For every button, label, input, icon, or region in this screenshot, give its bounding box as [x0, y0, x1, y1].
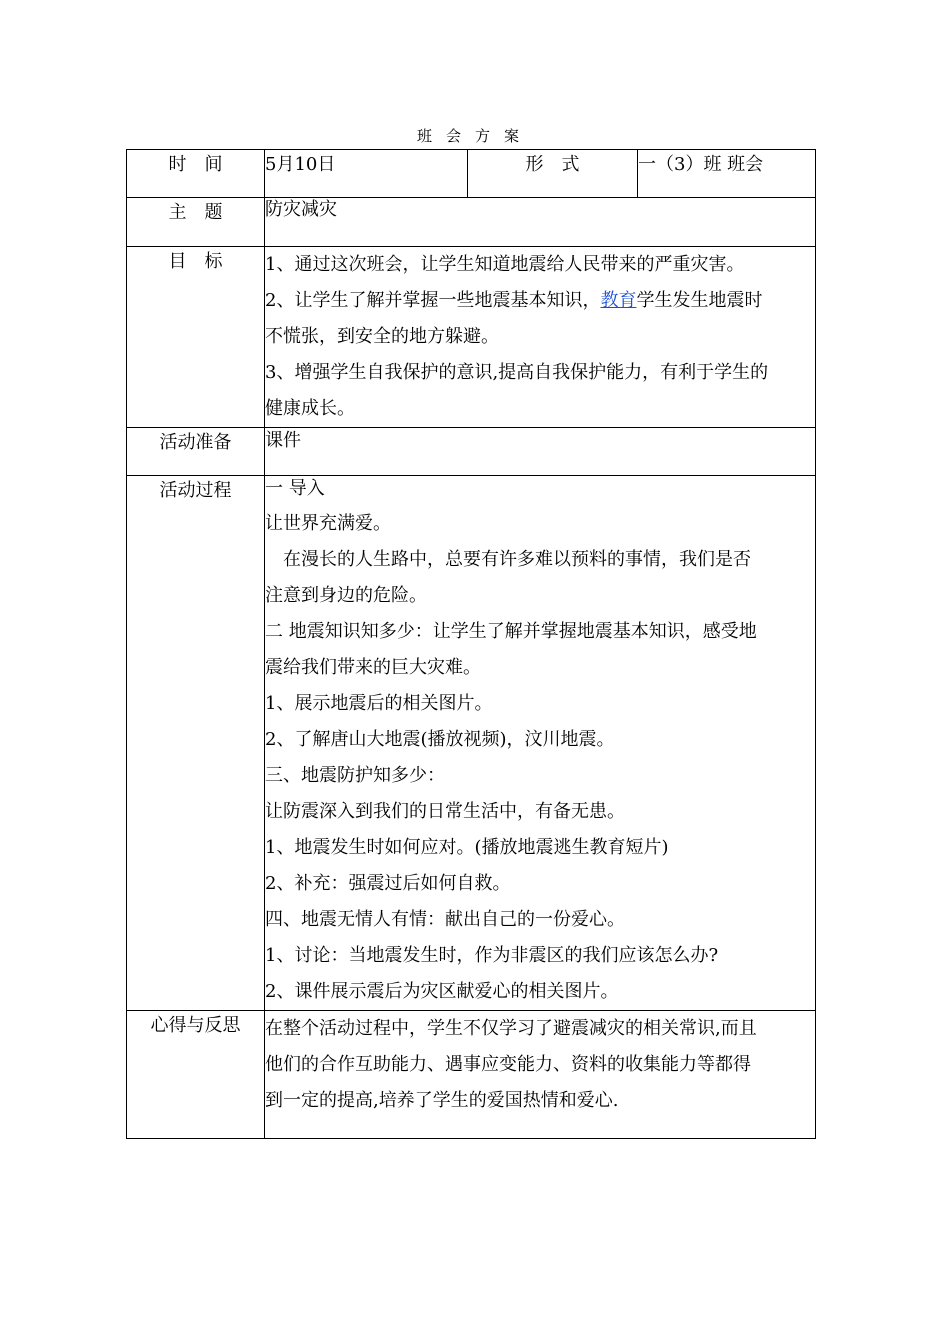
process-content: [265, 476, 816, 1011]
prep-label-cell: [127, 428, 265, 476]
reflection-content: [265, 1011, 816, 1139]
row-reflection: [127, 1011, 816, 1139]
goal-label-cell: [127, 247, 265, 428]
prep-value: 课件: [265, 428, 816, 476]
form-value: 一（3）班 班会: [638, 150, 816, 198]
process-line-12: 2、补充：强震过后如何自救。: [265, 873, 511, 894]
reflection-label: 心得与反思: [150, 1015, 241, 1036]
process-line-13: 四、地震无情人有情：献出自己的一份爱心。: [265, 909, 625, 930]
process-line-14: 1、讨论：当地震发生时，作为非震区的我们应该怎么办?: [265, 945, 719, 966]
process-label-cell: [127, 476, 265, 1011]
row-process: [127, 476, 816, 1011]
row-topic: [127, 198, 816, 247]
process-line-1: 一 导入: [265, 478, 325, 499]
process-label: 活动过程: [159, 480, 232, 501]
process-line-6: 震给我们带来的巨大灾难。: [265, 657, 481, 678]
goal-line-5: 健康成长。: [265, 398, 355, 419]
topic-label: 主题: [168, 202, 241, 223]
process-line-10: 让防震深入到我们的日常生活中，有备无患。: [265, 801, 625, 822]
process-line-8: 2、了解唐山大地震(播放视频)，汶川地震。: [265, 729, 615, 750]
prep-label: 活动准备: [159, 432, 232, 453]
reflection-line-1: 在整个活动过程中，学生不仅学习了避震减灾的相关常识,而且: [265, 1018, 757, 1039]
reflection-label-cell: [127, 1011, 265, 1139]
education-link[interactable]: 教育: [600, 290, 637, 311]
class-meeting-plan-table: [126, 149, 816, 1139]
process-line-4: 注意到身边的危险。: [265, 585, 427, 606]
time-label-cell: [127, 150, 265, 198]
time-value: 5月10日: [265, 150, 468, 198]
goal-content: [265, 247, 816, 428]
process-line-3: 在漫长的人生路中，总要有许多难以预料的事情，我们是否: [283, 549, 751, 570]
process-line-2: 让世界充满爱。: [265, 513, 391, 534]
reflection-line-2: 他们的合作互助能力、遇事应变能力、资料的收集能力等都得: [265, 1054, 751, 1075]
page-title: 班会方案: [416, 127, 533, 145]
goal-line-3: 不慌张，到安全的地方躲避。: [265, 326, 499, 347]
goal-line-4: 3、增强学生自我保护的意识,提高自我保护能力，有利于学生的: [265, 362, 769, 383]
process-line-15: 2、课件展示震后为灾区献爱心的相关图片。: [265, 981, 619, 1002]
process-line-9: 三、地震防护知多少：: [265, 765, 445, 786]
topic-value: 防灾减灾: [265, 198, 816, 247]
row-prep: [127, 428, 816, 476]
process-line-11: 1、地震发生时如何应对。(播放地震逃生教育短片): [265, 837, 669, 858]
goal-line-2-tail: 学生发生地震时: [636, 290, 763, 311]
row-time: [127, 150, 816, 198]
form-label-cell: [468, 150, 638, 198]
goal-line-2: [265, 283, 815, 319]
process-line-5: 二 地震知识知多少：让学生了解并掌握地震基本知识，感受地: [265, 621, 757, 642]
reflection-line-3: 到一定的提高,培养了学生的爱国热情和爱心.: [265, 1090, 619, 1111]
form-label: 形式: [525, 154, 598, 175]
time-label: 时间: [168, 154, 241, 175]
process-line-7: 1、展示地震后的相关图片。: [265, 693, 493, 714]
topic-label-cell: [127, 198, 265, 247]
goal-label: 目标: [168, 251, 241, 272]
row-goal: [127, 247, 816, 428]
goal-line-2-text: 2、让学生了解并掌握一些地震基本知识，: [265, 290, 601, 311]
goal-line-1: 1、通过这次班会，让学生知道地震给人民带来的严重灾害。: [265, 254, 745, 275]
